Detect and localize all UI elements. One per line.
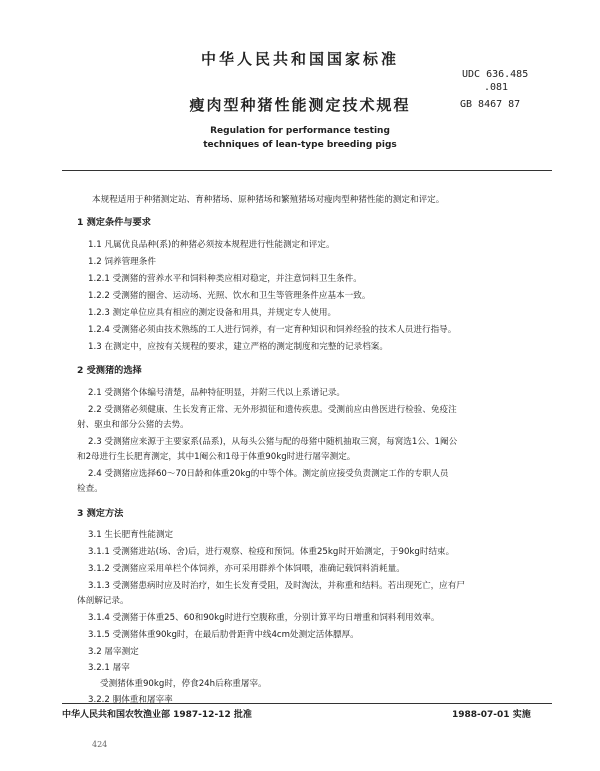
clause-1-2-4: 1.2.4 受测猪必须由技术熟练的工人进行饲养，有一定育种知识和饲养经验的技术人员进行指导。 [88, 325, 457, 335]
udc-code-suffix: .081 [484, 82, 509, 93]
clause-3-2-1: 3.2.1 屠宰 [88, 663, 130, 673]
clause-3-1: 3.1 生长肥育性能测定 [88, 530, 174, 540]
clause-1-2: 1.2 饲养管理条件 [88, 257, 156, 267]
english-title-line2: techniques of lean-type breeding pigs [203, 140, 397, 150]
footer-divider [62, 703, 552, 704]
clause-3-2-1-text: 受测猪体重90kg时，停食24h后称重屠宰。 [100, 679, 267, 689]
clause-3-1-1: 3.1.1 受测猪进站(场、舍)后，进行观察、检疫和预饲。体重25kg时开始测定，于90kg时结束。 [88, 547, 455, 557]
intro-paragraph: 本规程适用于种猪测定站、育种猪场、原种猪场和繁殖猪场对瘦肉型种猪性能的测定和评定。 [92, 195, 445, 205]
clause-2-4-line1: 2.4 受测猪应选择60～70日龄和体重20kg的中等个体。测定前应接受负责测定工作的专职人员 [88, 469, 449, 479]
clause-3-1-4: 3.1.4 受测猪于体重25、60和90kg时进行空腹称重，分别计算平均日增重和饲料利用效率。 [88, 613, 440, 623]
clause-2-3-line2: 和2母进行生长肥育测定，其中1阉公和1母于体重90kg时进行屠宰测定。 [77, 452, 356, 462]
section-2-heading: 2 受测猪的选择 [77, 365, 142, 376]
header-divider [62, 170, 552, 171]
clause-3-2: 3.2 屠宰测定 [88, 647, 139, 657]
clause-2-2-line2: 射、驱虫和部分公猪的去势。 [77, 420, 189, 430]
clause-3-1-2: 3.1.2 受测猪应采用单栏个体饲养，亦可采用群养个体饲喂，准确记载饲料消耗量。 [88, 564, 405, 574]
clause-1-2-2: 1.2.2 受测猪的圈舍、运动场、光照、饮水和卫生等管理条件应基本一致。 [88, 291, 371, 301]
section-1-heading: 1 测定条件与要求 [77, 217, 151, 228]
clause-2-1: 2.1 受测猪个体编号清楚，品种特征明显，并附三代以上系谱记录。 [88, 388, 346, 398]
english-title-line1: Regulation for performance testing [210, 126, 390, 136]
clause-1-3: 1.3 在测定中，应按有关规程的要求，建立严格的测定制度和完整的记录档案。 [88, 342, 388, 352]
clause-3-2-2: 3.2.2 胴体重和屠宰率 [88, 695, 173, 705]
udc-code: UDC 636.485 [462, 69, 529, 80]
clause-1-2-3: 1.2.3 测定单位应具有相应的测定设备和用具，并规定专人使用。 [88, 308, 337, 318]
standard-title: 中华人民共和国国家标准 [200, 50, 399, 68]
clause-3-1-5: 3.1.5 受测猪体重90kg时，在最后肋骨距背中线4cm处测定活体膘厚。 [88, 630, 359, 640]
gb-number: GB 8467 87 [460, 99, 521, 110]
page-number: 424 [92, 740, 108, 749]
clause-2-2-line1: 2.2 受测猪必须健康、生长发育正常、无外形损征和遗传疾患。受测前应由兽医进行检验、免疫注 [88, 405, 457, 415]
effective-date: 1988-07-01 实施 [452, 710, 531, 720]
approval-line: 中华人民共和国农牧渔业部 1987-12-12 批准 [62, 710, 252, 720]
document-title: 瘦肉型种猪性能测定技术规程 [189, 96, 411, 114]
clause-2-4-line2: 检查。 [77, 484, 103, 494]
section-3-heading: 3 测定方法 [77, 508, 124, 519]
clause-1-2-1: 1.2.1 受测猪的营养水平和饲料种类应相对稳定，并注意饲料卫生条件。 [88, 274, 362, 284]
clause-2-3-line1: 2.3 受测猪应来源于主要家系(品系)，从每头公猪与配的母猪中随机抽取三窝，每窝选1公、1阉公 [88, 437, 458, 447]
clause-1-1: 1.1 凡属优良品种(系)的种猪必须按本规程进行性能测定和评定。 [88, 240, 335, 250]
clause-3-1-3-line1: 3.1.3 受测猪患病时应及时治疗，如生长发育受阻，及时淘汰，并称重和结料。若出现死亡，应有尸 [88, 581, 465, 591]
clause-3-1-3-line2: 体剖解记录。 [77, 596, 129, 606]
